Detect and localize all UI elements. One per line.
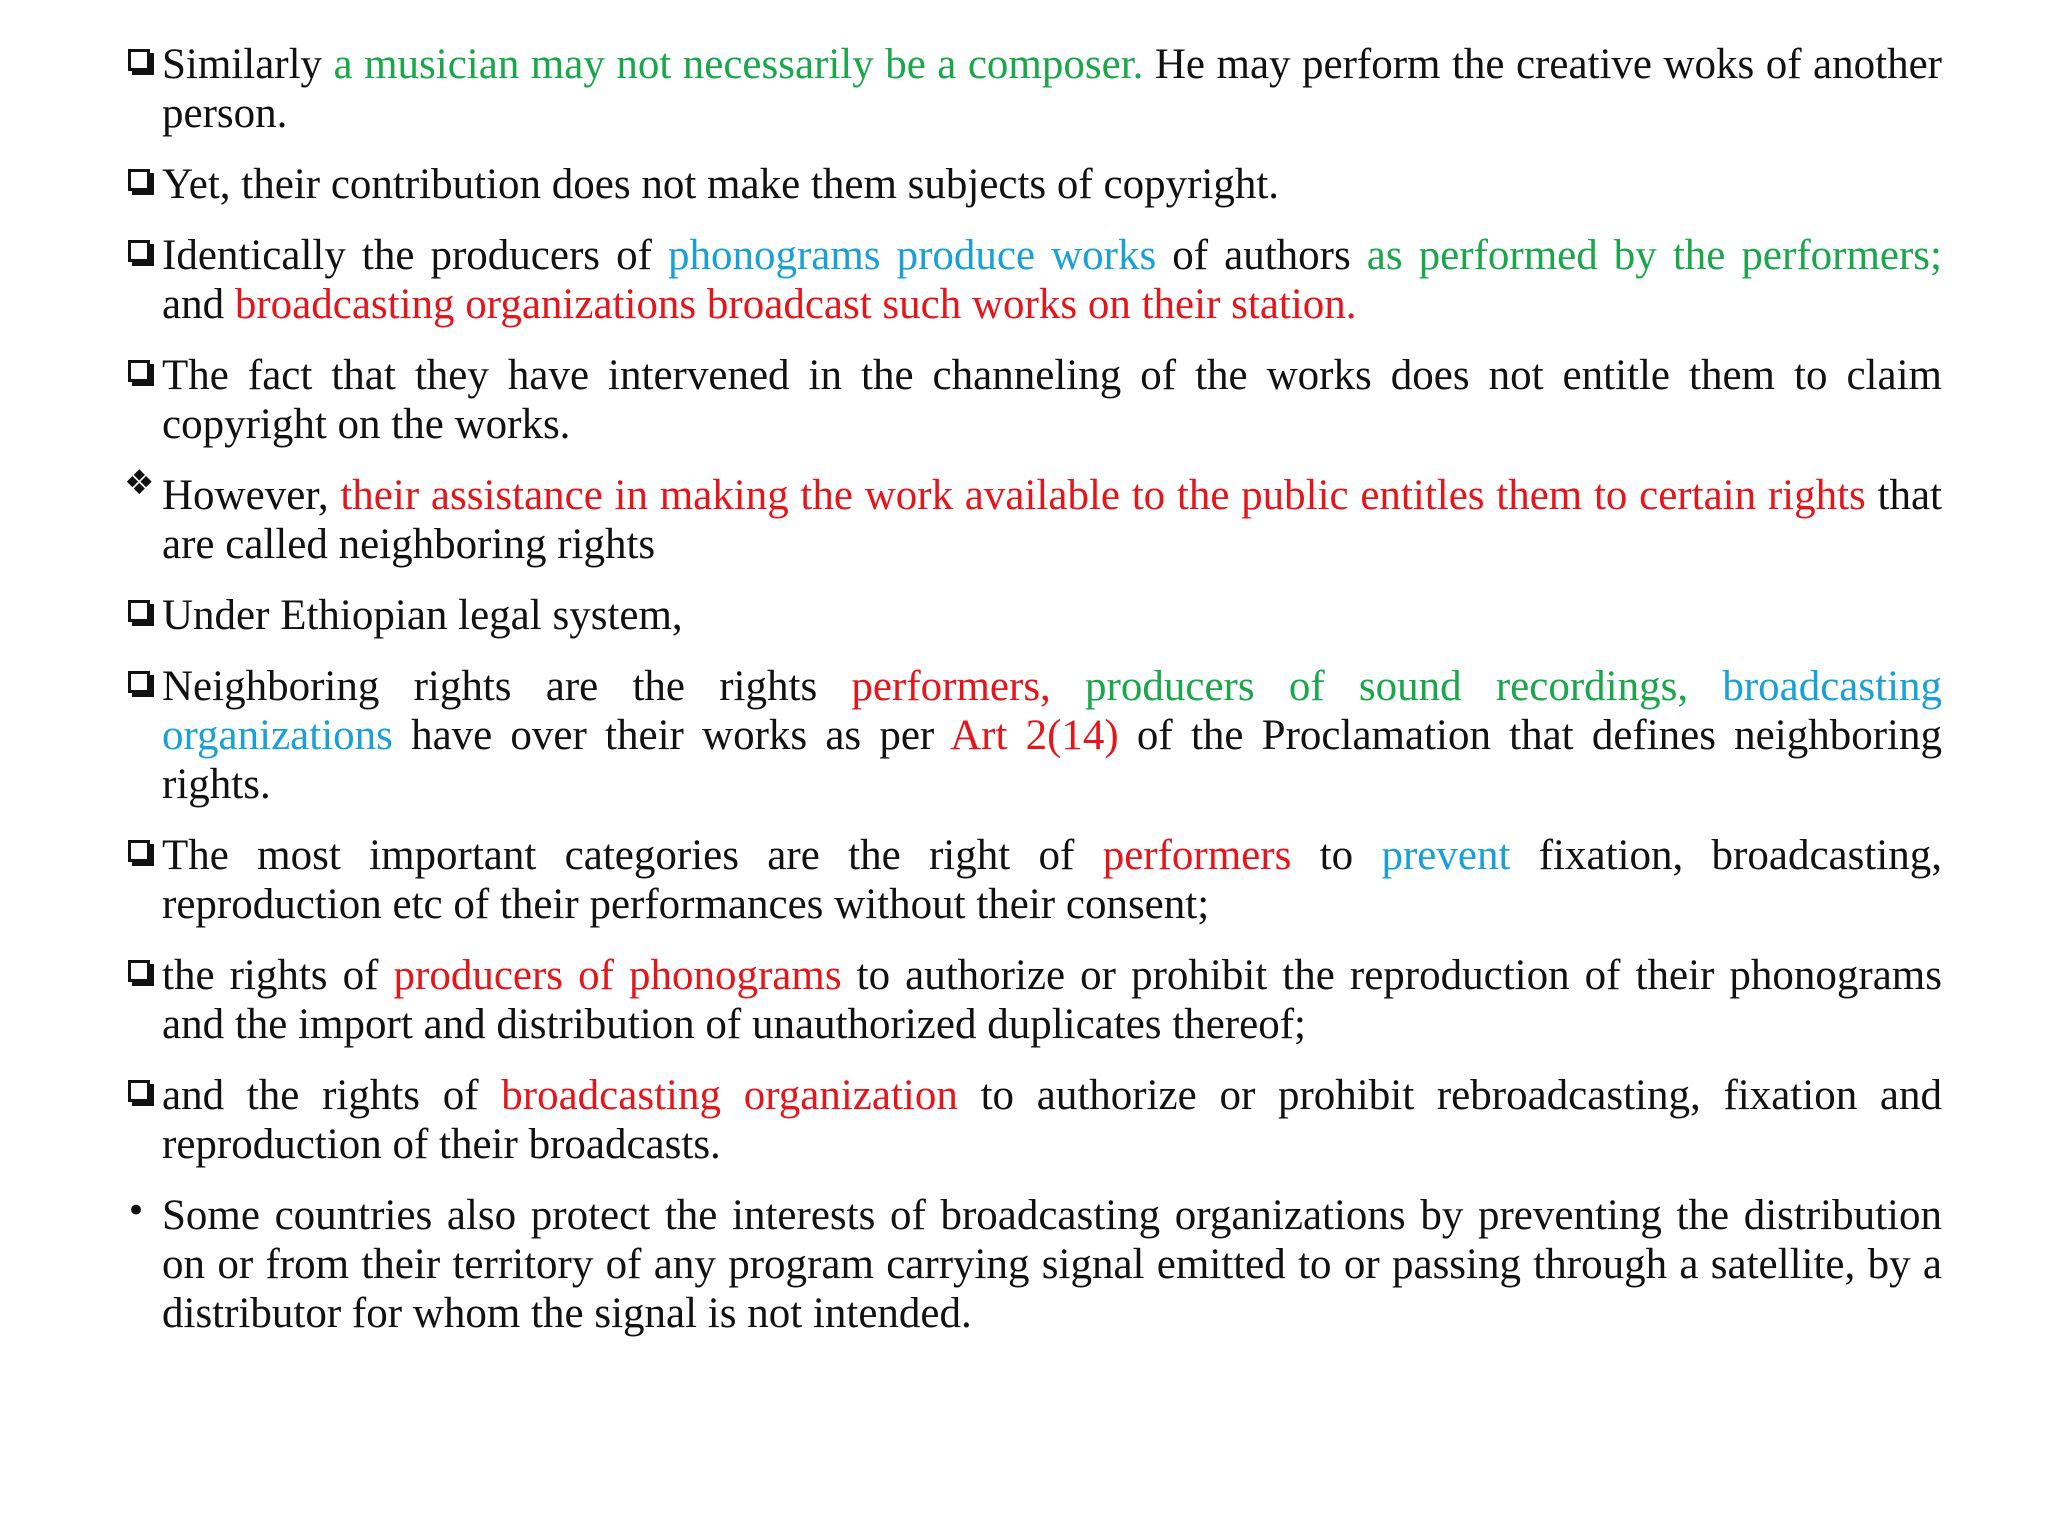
bullet-item bbox=[126, 231, 1942, 329]
text-segment: and the rights of bbox=[162, 1072, 502, 1119]
bullet-text bbox=[162, 592, 683, 639]
bullet-text bbox=[162, 952, 1942, 1048]
bullet-item bbox=[124, 463, 1943, 569]
text-segment: Yet, their contribution does not make them subjects of copyright. bbox=[162, 161, 1280, 208]
bullet-item bbox=[126, 40, 1942, 138]
bullet-item bbox=[126, 351, 1942, 449]
text-segment: broadcasting organizations broadcast such works on their station. bbox=[234, 281, 1357, 328]
text-segment: Neighboring rights are the rights bbox=[162, 663, 852, 710]
text-segment: He may perform the creative woks of another person. bbox=[162, 41, 1942, 137]
text-segment: to authorize or prohibit the reproduction of their phonograms and the import and distribution of unauthorized duplicates thereof; bbox=[162, 952, 1942, 1048]
text-segment bbox=[1688, 663, 1722, 710]
text-segment: The fact that they have intervened in the channeling of the works does not entitle them to claim copyright on the works. bbox=[162, 352, 1942, 448]
text-segment: fixation, broadcasting, reproduction etc of their performances without their consent; bbox=[162, 832, 1943, 928]
text-segment: Some countries also protect the interests of broadcasting organizations by preventing the distribution on or from their territory of any program carrying signal emitted to or passing through a satellite, by a distributor for whom the signal is not intended. bbox=[162, 1192, 1942, 1337]
text-segment: producers of sound recordings, bbox=[1085, 663, 1689, 710]
text-segment: that are called neighboring rights bbox=[162, 472, 1943, 568]
text-segment: Under Ethiopian legal system, bbox=[162, 592, 683, 639]
text-segment: performers bbox=[1102, 832, 1292, 879]
text-segment: and bbox=[162, 281, 235, 328]
bullet-item bbox=[126, 831, 1942, 929]
text-segment: producers of phonograms bbox=[393, 952, 842, 999]
bullet-text bbox=[162, 352, 1942, 448]
bullet-text bbox=[162, 1192, 1942, 1337]
text-segment: However, bbox=[162, 472, 341, 519]
dot-bullet-icon: • bbox=[126, 1191, 147, 1231]
bullet-list bbox=[126, 40, 1942, 1360]
bullet-text bbox=[162, 161, 1279, 208]
bullet-item bbox=[126, 591, 1942, 640]
bullet-text bbox=[162, 41, 1942, 137]
diamond-bullet-icon: ❖ bbox=[124, 463, 155, 503]
text-segment: broadcasting organizations bbox=[162, 663, 1943, 759]
text-segment: as performed by the performers; bbox=[1366, 232, 1942, 279]
text-segment: their assistance in making the work available to the public entitles them to certain rights bbox=[340, 472, 1866, 519]
bullet-item bbox=[126, 160, 1942, 209]
bullet-text bbox=[162, 1072, 1942, 1168]
bullet-item bbox=[126, 1071, 1942, 1169]
text-segment: have over their works as per bbox=[392, 712, 951, 759]
text-segment: The most important categories are the right of bbox=[162, 832, 1103, 879]
text-segment: to authorize or prohibit rebroadcasting, fixation and reproduction of their broadcasts. bbox=[162, 1072, 1943, 1168]
text-segment: phonograms produce works bbox=[667, 232, 1157, 279]
bullet-text bbox=[162, 663, 1942, 808]
bullet-item bbox=[126, 1191, 1942, 1338]
text-segment: broadcasting organization bbox=[501, 1072, 958, 1119]
text-segment: a musician may not necessarily be a composer. bbox=[333, 41, 1144, 88]
bullet-text bbox=[162, 232, 1942, 328]
text-segment: prevent bbox=[1381, 832, 1511, 879]
text-segment: of authors bbox=[1156, 232, 1367, 279]
text-segment: Art 2(14) bbox=[950, 712, 1119, 759]
text-segment: to bbox=[1291, 832, 1382, 879]
text-segment: the rights of bbox=[162, 952, 394, 999]
text-segment: Similarly bbox=[162, 41, 334, 88]
bullet-item bbox=[126, 951, 1942, 1049]
text-segment: performers, bbox=[851, 663, 1051, 710]
text-segment: of the Proclamation that defines neighboring rights. bbox=[162, 712, 1942, 808]
bullet-text bbox=[162, 472, 1942, 568]
bullet-item bbox=[126, 662, 1942, 809]
text-segment bbox=[1051, 663, 1085, 710]
bullet-text bbox=[162, 832, 1942, 928]
text-segment: Identically the producers of bbox=[162, 232, 668, 279]
